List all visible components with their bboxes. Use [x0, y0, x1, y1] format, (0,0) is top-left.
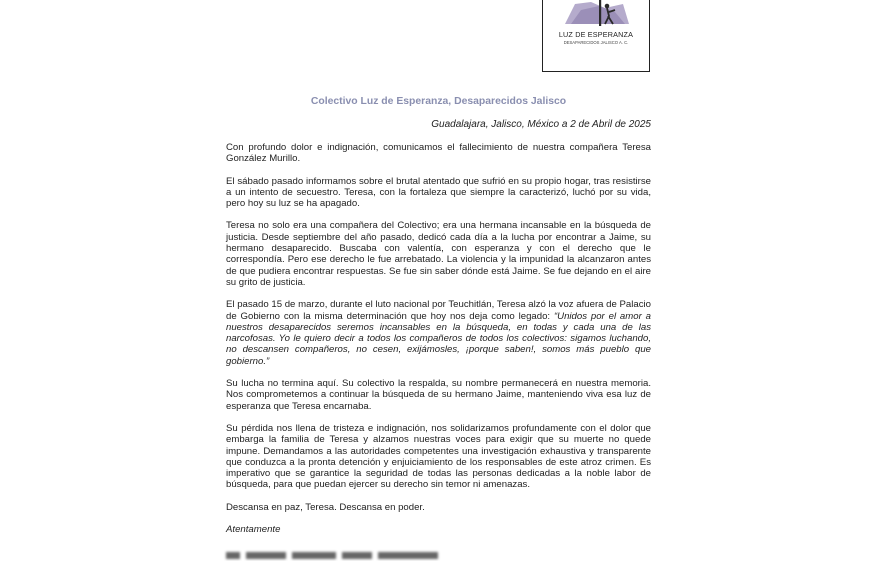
- collective-logo: [542, 0, 650, 72]
- paragraph: El sábado pasado informamos sobre el brutal atentado que sufrió en su propio hogar, tras resistirse a un intento de secuestro. Teresa, con la fortaleza que siempre la caracterizó, luchó por su vida, pero hoy su luz se ha apagado.: [226, 175, 651, 210]
- paragraph: Su pérdida nos llena de tristeza e indignación, nos solidarizamos profundamente con el dolor que embarga la familia de Teresa y alzamos nuestras voces para exigir que su muerte no quede impune. Demandamos a las autoridades competentes una investigación exhaustiva y transparente que conduzca a la pronta detención y enjuiciamiento de los responsables de este atroz crimen. Es imperativo que se garantice la seguridad de todas las personas dedicadas a la noble labor de búsqueda, para que puedan ejercer su derecho sin temor ni amenazas.: [226, 422, 651, 491]
- quote-paragraph: [226, 299, 651, 367]
- paragraph: Su lucha no termina aquí. Su colectivo la respalda, su nombre permanecerá en nuestra memoria. Nos comprometemos a continuar la búsqueda de su hermano Jaime, manteniendo viva esa luz de esperanza que Teresa encarnaba.: [226, 378, 651, 412]
- quote-text: “Unidos por el amor a nuestros desaparecidos seremos incansables en la búsqueda, en todas y cada una de las narcofosas. Yo le quiero decir a todos los compañeros de todos los colectivos: sigamos luchando, no descansen compañeros, no cesen, exijámosles, ¡porque saben!, somos más pueblo que gobierno.”: [226, 310, 651, 367]
- letter-body: [226, 142, 651, 546]
- paragraph: Teresa no solo era una compañera del Colectivo; era una hermana incansable en la búsqueda de justicia. Desde septiembre del año pasado, dedicó cada día a la lucha por encontrar a Jaime, su hermano desaparecido. Buscaba con valentía, con esperanza y con el derecho que le correspondía. Pero ese derecho le fue arrebatado. La violencia y la impunidad la alcanzaron antes de que pudiera encontrar respuestas. Se fue sin saber dónde está Jaime. Se fue dejando en el aire su grito de justicia.: [226, 220, 651, 288]
- paragraph: Descansa en paz, Teresa. Descansa en poder.: [226, 501, 425, 513]
- paragraph: Con profundo dolor e indignación, comunicamos el fallecimiento de nuestra compañera Teresa González Murillo.: [226, 142, 651, 165]
- logo-subtitle: DESAPARECIDOS JALISCO A. C.: [563, 40, 629, 45]
- quote-intro: El pasado 15 de marzo, durante el luto nacional por Teuchitlán, Teresa alzó la voz afuera de Palacio de Gobierno con la misma determinación que hoy nos deja como legado:: [226, 299, 651, 322]
- document-heading: Colectivo Luz de Esperanza, Desaparecidos Jalisco: [310, 96, 567, 107]
- logo-art-icon: [565, 0, 629, 26]
- logo-name: LUZ DE ESPERANZA: [558, 30, 634, 39]
- closing: Atentamente: [226, 524, 281, 536]
- signature-line: [226, 549, 456, 561]
- date-line: Guadalajara, Jalisco, México a 2 de Abril de 2025: [431, 119, 651, 130]
